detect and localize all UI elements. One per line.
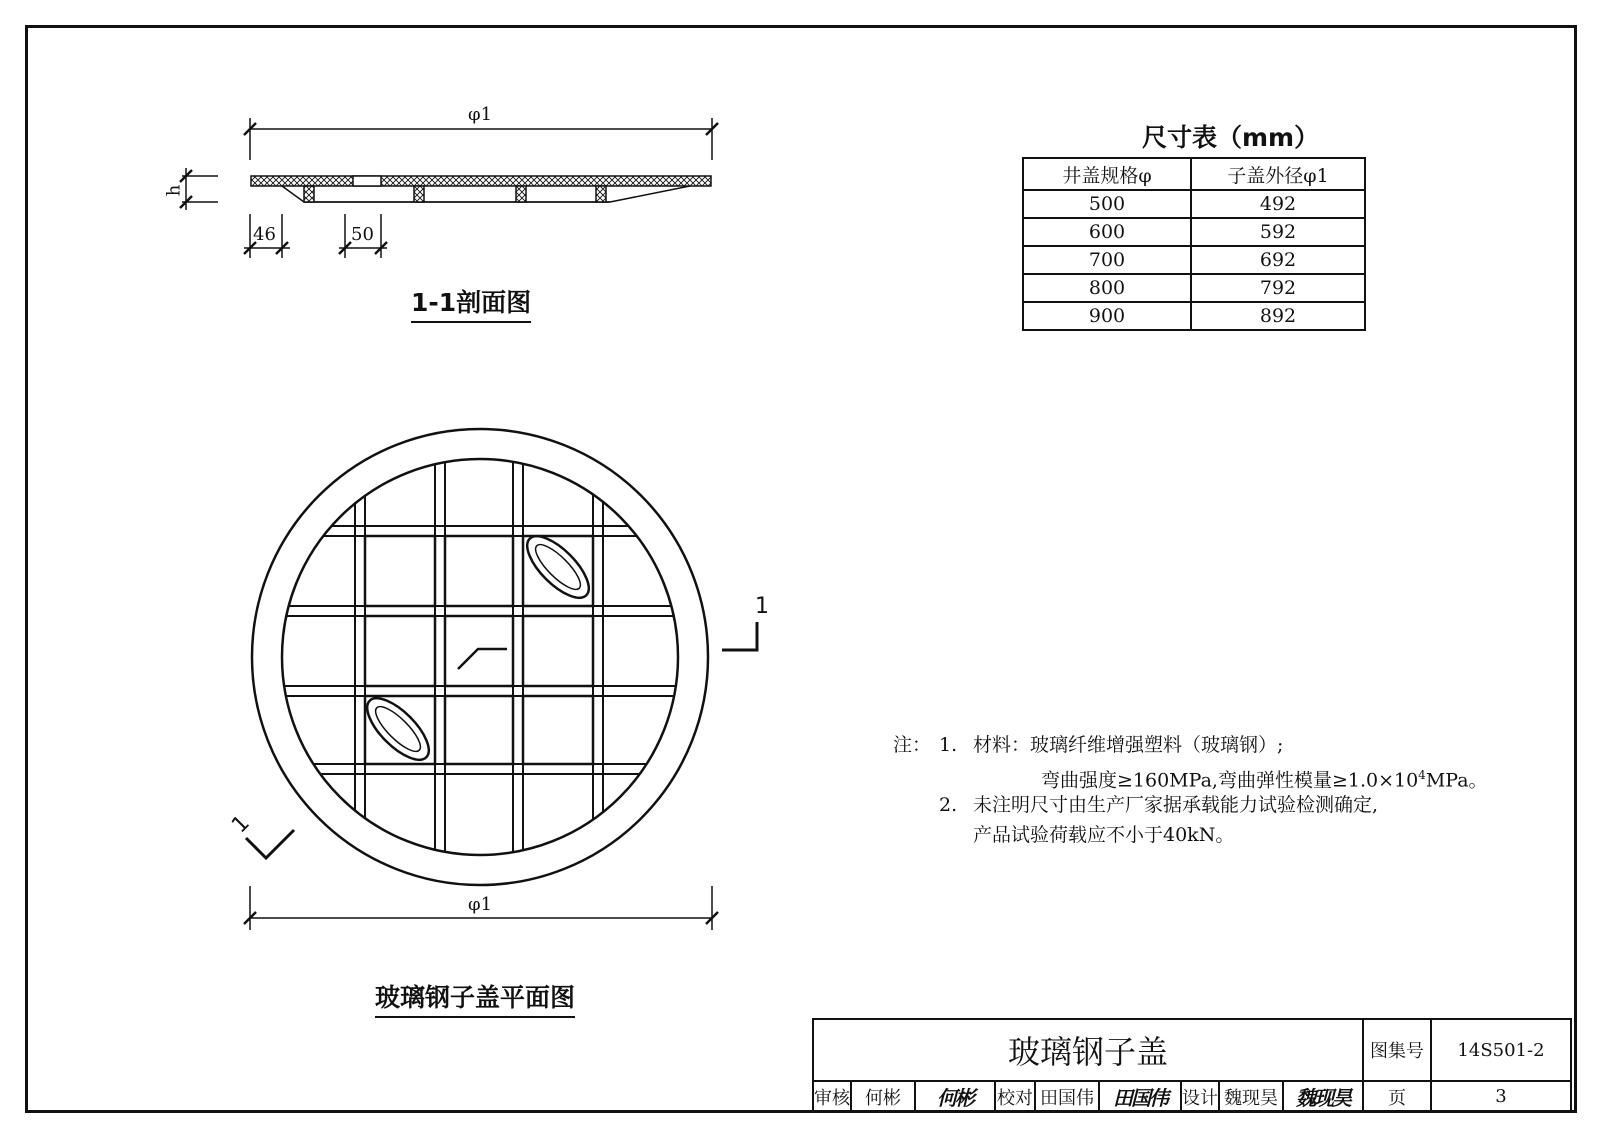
note-text: 材料：玻璃纤维增强塑料（玻璃钢）;	[973, 734, 1284, 756]
note-text: 未注明尺寸由生产厂家据承载能力试验检测确定,	[973, 794, 1379, 816]
plan-cell	[523, 696, 593, 764]
plan-cell	[365, 536, 435, 606]
section-dim-label: φ1	[468, 104, 493, 125]
section-mark-left	[246, 830, 294, 858]
plan-cell	[365, 616, 435, 686]
note-text: MPa。	[1425, 769, 1488, 792]
section-mark-left-label: 1	[227, 810, 255, 839]
plan-cell	[523, 616, 593, 686]
table-cell: 900	[1023, 302, 1191, 330]
section-top-plate	[251, 176, 711, 186]
table-row	[1023, 190, 1365, 218]
plan-cell	[445, 536, 513, 606]
note-number: 2.	[939, 794, 958, 816]
review-label: 审核	[813, 1081, 851, 1112]
note-text: 产品试验荷载应不小于40kN。	[973, 824, 1235, 846]
atlas-number: 14S501-2	[1431, 1019, 1571, 1081]
title-block-bottom-row	[813, 1081, 1571, 1112]
section-mark-right-label: 1	[755, 594, 769, 619]
plan-cell	[445, 696, 513, 764]
title-block-top-row	[813, 1019, 1571, 1081]
table-cell: 892	[1191, 302, 1365, 330]
designer-signature: 魏现昊	[1283, 1081, 1363, 1112]
atlas-label: 图集号	[1363, 1019, 1431, 1081]
table-row	[1023, 274, 1365, 302]
note-superscript: 4	[1418, 768, 1426, 782]
section-50-label: 50	[351, 224, 374, 245]
table-cell: 792	[1191, 274, 1365, 302]
section-rib	[596, 186, 606, 202]
section-mark-right	[722, 622, 757, 650]
plan-cell	[445, 616, 513, 686]
page-label: 页	[1363, 1081, 1431, 1112]
table-cell: 692	[1191, 246, 1365, 274]
table-header-cell: 井盖规格φ	[1023, 158, 1191, 190]
notes-label: 注：	[893, 734, 932, 756]
table-header-row	[1023, 158, 1365, 190]
section-rib	[304, 186, 314, 202]
design-label: 设计	[1181, 1081, 1219, 1112]
plan-view	[244, 429, 757, 930]
check-label: 校对	[995, 1081, 1035, 1112]
section-46-label: 46	[253, 224, 276, 245]
section-rib	[516, 186, 526, 202]
table-row	[1023, 302, 1365, 330]
note-number: 1.	[939, 734, 958, 756]
table-cell: 600	[1023, 218, 1191, 246]
checker-signature: 田国伟	[1099, 1081, 1181, 1112]
reviewer-signature: 何彬	[915, 1081, 995, 1112]
section-rib	[414, 186, 424, 202]
plan-dim-label: φ1	[468, 894, 493, 915]
plan-caption: 玻璃钢子盖平面图	[375, 978, 575, 1018]
dimension-table-title: 尺寸表（mm）	[1142, 123, 1320, 152]
reviewer-name: 何彬	[851, 1081, 915, 1112]
section-h-label: h	[163, 184, 185, 197]
table-cell: 700	[1023, 246, 1191, 274]
section-caption: 1-1剖面图	[411, 283, 531, 323]
table-cell: 592	[1191, 218, 1365, 246]
table-cell: 800	[1023, 274, 1191, 302]
designer-name: 魏现昊	[1219, 1081, 1283, 1112]
table-header-cell: 子盖外径φ1	[1191, 158, 1365, 190]
note-text: 弯曲强度≥160MPa,弯曲弹性模量≥1.0×10	[1041, 769, 1419, 792]
dimension-table	[1022, 157, 1366, 331]
drawing-title: 玻璃钢子盖	[813, 1019, 1363, 1081]
table-row	[1023, 246, 1365, 274]
table-cell: 500	[1023, 190, 1191, 218]
title-block	[812, 1018, 1572, 1113]
page-number: 3	[1431, 1081, 1571, 1112]
table-cell: 492	[1191, 190, 1365, 218]
checker-name: 田国伟	[1035, 1081, 1099, 1112]
table-row	[1023, 218, 1365, 246]
